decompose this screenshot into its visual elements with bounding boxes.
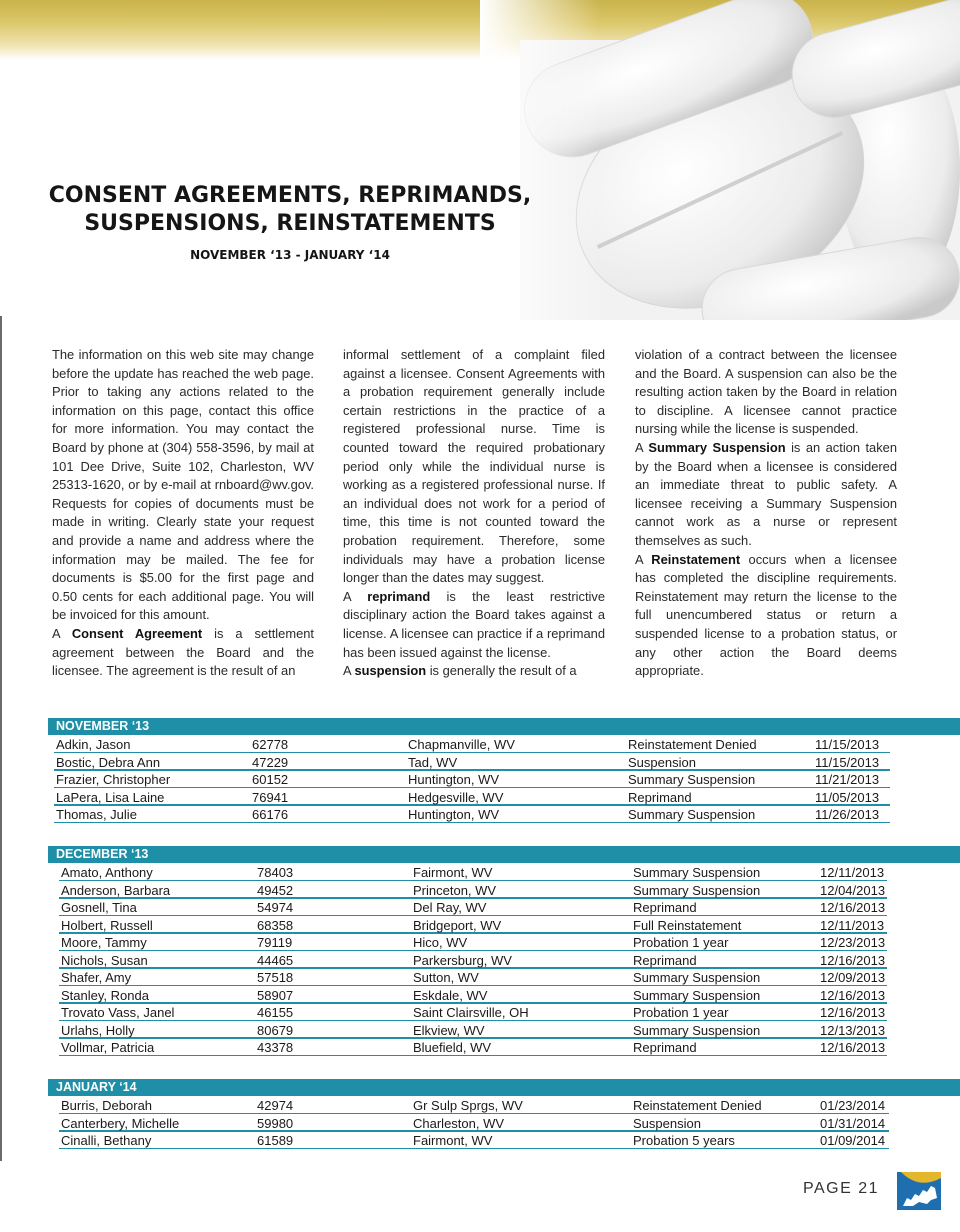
cell-action: Probation 5 years	[633, 1133, 735, 1148]
cell-date: 12/16/2013	[820, 987, 886, 1003]
cell-license: 47229	[252, 754, 289, 770]
cell-name: Canterbery, Michelle	[61, 1115, 180, 1131]
cell-license: 44465	[257, 952, 294, 968]
cell-name: Vollmar, Patricia	[61, 1040, 155, 1055]
page-title	[40, 182, 540, 238]
cell-license: 59980	[257, 1115, 294, 1131]
cell-location: Saint Clairsville, OH	[413, 1005, 529, 1020]
cell-license: 46155	[257, 1005, 294, 1020]
section-header: DECEMBER ‘13	[48, 846, 960, 863]
discipline-table	[0, 1097, 960, 1150]
cell-location: Elkview, WV	[413, 1022, 485, 1038]
cell-location: Fairmont, WV	[413, 1133, 493, 1148]
cell-license: 58907	[257, 987, 294, 1003]
consent-agreement-text-part2: informal settlement of a complaint filed against a licensee. Consent Agreements with a probation requirement generally include certain restrictions in the practice of a registered professional nurse. Time is counted toward the required probationary period only while the individual nurse is working as a registered professional nurse. If an individual does not work for a period of time, this time is not counted toward the probation requirement. Therefore, some individuals may have a probation license longer than the dates may suggest.	[343, 347, 605, 586]
table-row	[0, 1039, 960, 1057]
cell-date: 12/11/2013	[820, 917, 885, 933]
cell-license: 61589	[257, 1133, 294, 1148]
intro-column-3	[635, 346, 897, 681]
suspension-text-part2: violation of a contract between the licensee and the Board. A suspension can also be the resulting action taken by the Board in relation to discipline. A licensee cannot practice nursing while the license is suspended.	[635, 347, 897, 437]
cell-action: Reprimand	[628, 789, 692, 805]
suspension-paragraph-start: A suspension is generally the result of a	[343, 663, 577, 679]
intro-column-1	[52, 346, 314, 681]
summary-suspension-paragraph: A Summary Suspension is an action taken by the Board when a licensee is considered an immediate threat to public safety. A licensee receiving a Summary Suspension cannot work as a nurse or represent themselves as such.	[635, 439, 898, 548]
suspension-term: suspension	[354, 663, 427, 679]
table-row	[0, 754, 960, 772]
cell-action: Full Reinstatement	[633, 917, 742, 933]
cell-action: Summary Suspension	[628, 772, 756, 787]
consent-agreement-text-part1: is a settlement agreement between the Board and the licensee. The agreement is the result of an	[52, 625, 314, 679]
cell-date: 01/31/2014	[820, 1115, 886, 1131]
table-row	[0, 917, 960, 935]
cell-location: Hico, WV	[413, 935, 468, 950]
reinstatement-paragraph: A Reinstatement occurs when a licensee has completed the discipline requirements. Reinstatement may return the license to the full unencumbered status or return a suspended license to a probation status, or any other action the Board deems appropriate.	[635, 551, 897, 679]
date-range-subtitle: NOVEMBER ‘13 - JANUARY ‘14	[190, 248, 390, 262]
cell-action: Probation 1 year	[633, 1005, 729, 1020]
cell-location: Tad, WV	[408, 754, 458, 770]
cell-name: Thomas, Julie	[56, 807, 137, 822]
reprimand-term: reprimand	[367, 588, 431, 604]
table-row	[0, 1004, 960, 1022]
cell-name: Bostic, Debra Ann	[56, 754, 161, 770]
cell-action: Summary Suspension	[633, 882, 761, 898]
info-paragraph: The information on this web site may change before the update has reached the web page. Prior to taking any actions related to the information on this page, contact this office for more information. You may contact the Board by phone at (304) 558-3596, by mail at 101 Dee Drive, Suite 102, Charleston, WV 25313-1620, or by e-mail at rnboard@wv.gov. Requests for copies of documents must be made in writing. Clearly state your request and provide a name and address where the information may be mailed. The fee for documents is $5.00 for the first page and 0.50 cents for each additional page. You will be invoiced for this amount.	[52, 347, 314, 623]
cell-license: 54974	[257, 900, 294, 915]
reprimand-paragraph: A reprimand is the least restrictive disciplinary action the Board takes against a license. A licensee can practice if a reprimand has been issued against the license.	[343, 588, 606, 660]
cell-action: Summary Suspension	[633, 865, 761, 880]
table-row	[0, 864, 960, 882]
cell-name: Trovato Vass, Janel	[61, 1005, 175, 1020]
cell-action: Reinstatement Denied	[633, 1098, 762, 1113]
cell-name: Burris, Deborah	[61, 1098, 153, 1113]
cell-license: 60152	[252, 772, 289, 787]
page-title-line2: SUSPENSIONS, REINSTATEMENTS	[84, 211, 496, 236]
cell-name: Cinalli, Bethany	[61, 1133, 152, 1148]
cell-date: 01/23/2014	[820, 1098, 886, 1113]
cell-location: Sutton, WV	[413, 970, 479, 985]
table-row	[0, 969, 960, 987]
cell-location: Hedgesville, WV	[408, 789, 504, 805]
cell-date: 12/16/2013	[820, 1040, 886, 1055]
cell-action: Reprimand	[633, 900, 697, 915]
cell-date: 12/04/2013	[820, 882, 886, 898]
cell-license: 79119	[257, 935, 293, 950]
table-row	[0, 1132, 960, 1150]
cell-date: 12/23/2013	[820, 935, 886, 950]
consent-agreement-paragraph-cont	[343, 346, 605, 588]
cell-date: 12/09/2013	[820, 970, 886, 985]
cell-action: Summary Suspension	[633, 970, 761, 985]
suspension-text-part1: is generally the result of a	[426, 663, 577, 679]
cell-name: Stanley, Ronda	[61, 987, 149, 1003]
cell-location: Eskdale, WV	[413, 987, 488, 1003]
cell-license: 66176	[252, 807, 289, 822]
cell-date: 12/16/2013	[820, 900, 886, 915]
cell-date: 01/09/2014	[820, 1133, 886, 1148]
cell-action: Summary Suspension	[633, 987, 761, 1003]
cell-name: LaPera, Lisa Laine	[56, 789, 165, 805]
pills-image	[0, 0, 960, 320]
cell-location: Del Ray, WV	[413, 900, 487, 915]
cell-date: 11/15/2013	[815, 754, 880, 770]
cell-action: Summary Suspension	[633, 1022, 761, 1038]
cell-location: Bluefield, WV	[413, 1040, 492, 1055]
cell-name: Amato, Anthony	[61, 865, 153, 880]
cell-name: Urlahs, Holly	[61, 1022, 135, 1038]
cell-date: 11/21/2013	[815, 772, 880, 787]
cell-location: Princeton, WV	[413, 882, 497, 898]
cell-name: Moore, Tammy	[61, 935, 147, 950]
cell-date: 11/05/2013	[815, 789, 880, 805]
cell-action: Suspension	[628, 754, 696, 770]
cell-date: 12/16/2013	[820, 1005, 886, 1020]
cell-license: 43378	[257, 1040, 294, 1055]
cell-license: 78403	[257, 865, 294, 880]
cell-license: 68358	[257, 917, 294, 933]
cell-name: Frazier, Christopher	[56, 772, 171, 787]
table-row	[0, 1022, 960, 1040]
page-number: PAGE 21	[803, 1180, 880, 1197]
table-row	[0, 952, 960, 970]
cell-action: Reinstatement Denied	[628, 737, 757, 752]
cell-location: Charleston, WV	[413, 1115, 505, 1131]
cell-location: Chapmanville, WV	[408, 737, 515, 752]
cell-license: 49452	[257, 882, 294, 898]
table-row	[0, 987, 960, 1005]
cell-name: Nichols, Susan	[61, 952, 148, 968]
table-row	[0, 899, 960, 917]
discipline-table	[0, 864, 960, 1057]
reinstatement-term: Reinstatement	[651, 551, 741, 567]
table-row	[0, 789, 960, 807]
section-header: NOVEMBER ‘13	[48, 718, 960, 735]
intro-column-2	[343, 346, 605, 681]
table-row	[0, 1115, 960, 1133]
table-row	[0, 736, 960, 754]
cell-license: 42974	[257, 1098, 294, 1113]
cell-license: 80679	[257, 1022, 294, 1038]
table-row	[0, 882, 960, 900]
cell-license: 57518	[257, 970, 294, 985]
cell-action: Reprimand	[633, 952, 697, 968]
cell-license: 62778	[252, 737, 289, 752]
cell-action: Probation 1 year	[633, 935, 729, 950]
section-header: JANUARY ‘14	[48, 1079, 960, 1096]
discipline-table	[0, 736, 960, 824]
consent-agreement-paragraph-start: A Consent Agreement is a settlement agreement between the Board and the licensee. The agreement is the result of an	[52, 625, 314, 679]
cell-name: Adkin, Jason	[56, 737, 131, 752]
suspension-paragraph-cont	[635, 346, 897, 439]
consent-agreement-term: Consent Agreement	[71, 625, 203, 641]
cell-location: Fairmont, WV	[413, 865, 493, 880]
table-row	[0, 1097, 960, 1115]
cell-action: Summary Suspension	[628, 807, 756, 822]
cell-name: Shafer, Amy	[61, 970, 132, 985]
table-row	[0, 806, 960, 824]
cell-location: Gr Sulp Sprgs, WV	[413, 1098, 523, 1113]
cell-date: 12/16/2013	[820, 952, 886, 968]
cell-location: Bridgeport, WV	[413, 917, 502, 933]
cell-name: Gosnell, Tina	[61, 900, 137, 915]
cell-name: Holbert, Russell	[61, 917, 153, 933]
cell-date: 11/26/2013	[815, 807, 880, 822]
cell-location: Huntington, WV	[408, 807, 500, 822]
cell-date: 12/11/2013	[820, 865, 885, 880]
wv-state-logo-icon	[897, 1172, 941, 1210]
page-title-line1: CONSENT AGREEMENTS, REPRIMANDS,	[48, 183, 532, 208]
cell-location: Parkersburg, WV	[413, 952, 512, 968]
cell-date: 12/13/2013	[820, 1022, 886, 1038]
cell-name: Anderson, Barbara	[61, 882, 171, 898]
cell-action: Reprimand	[633, 1040, 697, 1055]
cell-license: 76941	[252, 789, 289, 805]
summary-suspension-term: Summary Suspension	[648, 439, 786, 455]
table-row	[0, 771, 960, 789]
cell-action: Suspension	[633, 1115, 701, 1131]
cell-date: 11/15/2013	[815, 737, 880, 752]
table-row	[0, 934, 960, 952]
cell-location: Huntington, WV	[408, 772, 500, 787]
